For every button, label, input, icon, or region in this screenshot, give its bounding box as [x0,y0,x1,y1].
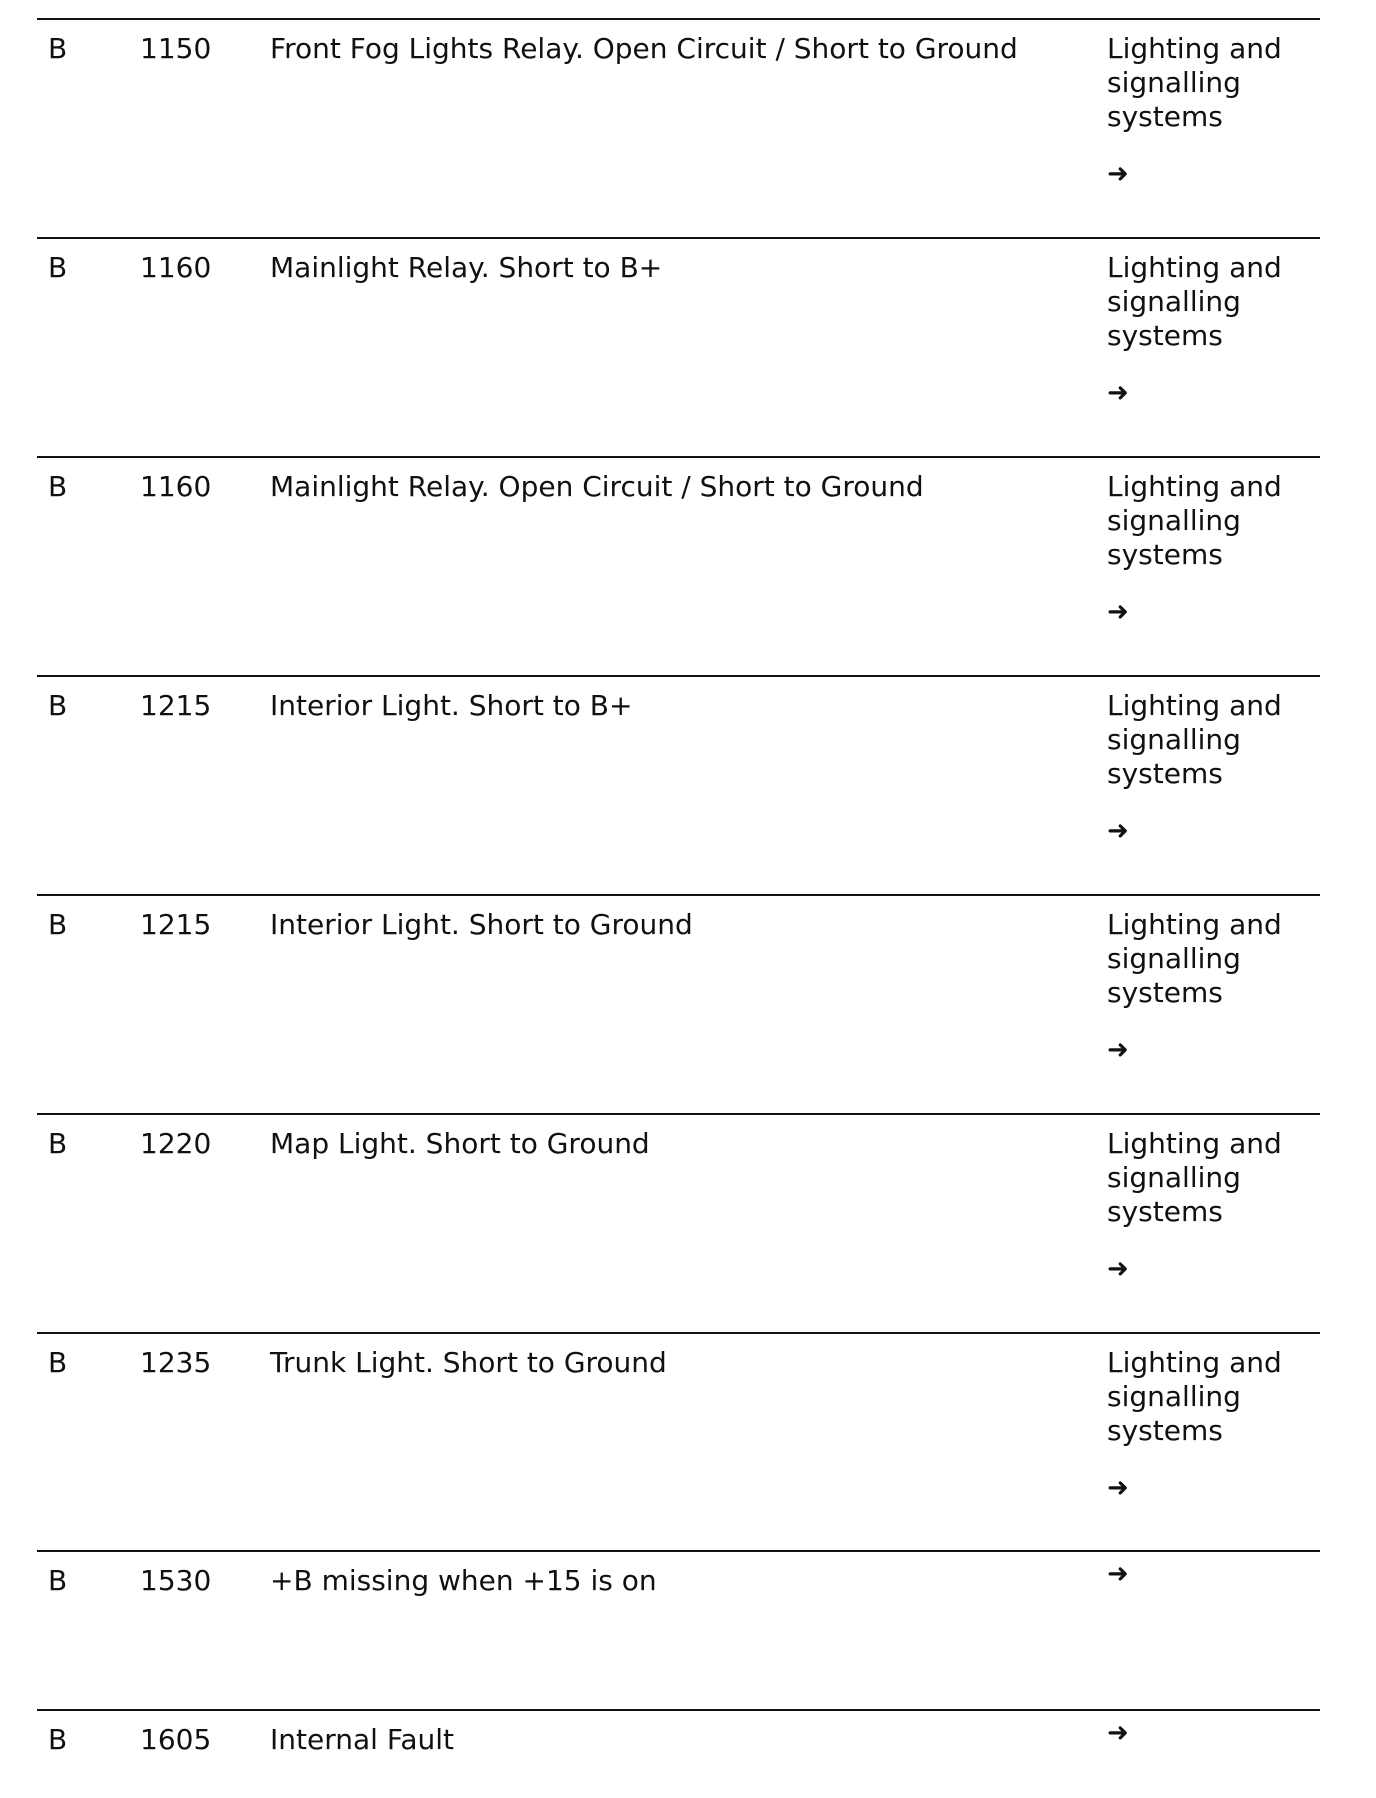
system-cell [1107,1127,1317,1283]
right-arrow-icon[interactable]: ➜ [1107,159,1129,189]
fault-code: 1160 [140,251,212,284]
system-link[interactable]: Lighting and signalling systems [1107,689,1282,790]
system-cell [1107,1559,1317,1589]
table-row [37,1709,1320,1791]
right-arrow-icon[interactable]: ➜ [1107,597,1129,627]
system-cell [1107,1718,1317,1748]
fault-type: B [48,689,68,722]
right-arrow-icon[interactable]: ➜ [1107,816,1129,846]
system-cell [1107,689,1317,845]
system-link[interactable]: Lighting and signalling systems [1107,908,1282,1009]
fault-description: Mainlight Relay. Open Circuit / Short to Ground [270,470,924,503]
fault-type: B [48,32,68,65]
table-row [37,675,1320,894]
fault-type: B [48,1564,68,1597]
table-row [37,18,1320,237]
table-row [37,894,1320,1113]
fault-description: Front Fog Lights Relay. Open Circuit / Short to Ground [270,32,1018,65]
system-cell [1107,1346,1317,1502]
table-row [37,237,1320,456]
fault-type: B [48,1723,68,1756]
right-arrow-icon[interactable]: ➜ [1107,1035,1129,1065]
table-row [37,1550,1320,1709]
right-arrow-icon[interactable]: ➜ [1107,378,1129,408]
fault-type: B [48,1127,68,1160]
system-cell [1107,32,1317,188]
system-link[interactable]: Lighting and signalling systems [1107,1127,1282,1228]
fault-type: B [48,1346,68,1379]
system-link[interactable]: Lighting and signalling systems [1107,32,1282,133]
table-row [37,456,1320,675]
right-arrow-icon[interactable]: ➜ [1107,1254,1129,1284]
fault-description: Map Light. Short to Ground [270,1127,650,1160]
table-row [37,1332,1320,1551]
fault-description: Interior Light. Short to B+ [270,689,633,722]
fault-code: 1235 [140,1346,212,1379]
fault-description: Trunk Light. Short to Ground [270,1346,667,1379]
fault-code: 1150 [140,32,212,65]
fault-code: 1605 [140,1723,212,1756]
system-link[interactable]: Lighting and signalling systems [1107,1346,1282,1447]
fault-code: 1220 [140,1127,212,1160]
fault-description: Mainlight Relay. Short to B+ [270,251,663,284]
right-arrow-icon[interactable]: ➜ [1107,1559,1129,1589]
system-link[interactable]: Lighting and signalling systems [1107,470,1282,571]
system-cell [1107,251,1317,407]
fault-description: Internal Fault [270,1723,455,1756]
fault-description: +B missing when +15 is on [270,1564,657,1597]
fault-code: 1215 [140,908,212,941]
fault-type: B [48,470,68,503]
right-arrow-icon[interactable]: ➜ [1107,1473,1129,1503]
system-link[interactable]: Lighting and signalling systems [1107,251,1282,352]
system-cell [1107,908,1317,1064]
fault-type: B [48,908,68,941]
fault-code: 1215 [140,689,212,722]
system-cell [1107,470,1317,626]
fault-description: Interior Light. Short to Ground [270,908,693,941]
table-row [37,1113,1320,1332]
fault-type: B [48,251,68,284]
fault-code: 1160 [140,470,212,503]
fault-code: 1530 [140,1564,212,1597]
right-arrow-icon[interactable]: ➜ [1107,1718,1129,1748]
